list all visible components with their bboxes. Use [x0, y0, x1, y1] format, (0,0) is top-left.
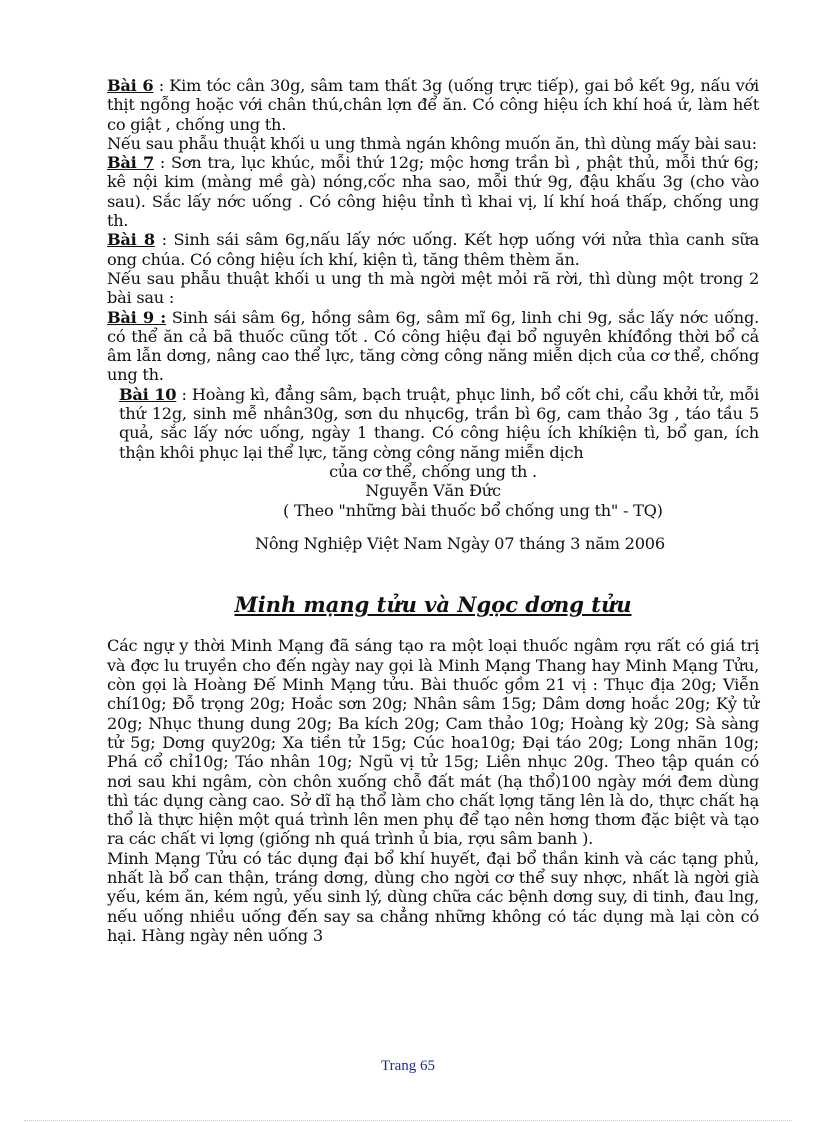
remedy-6 — [107, 76, 759, 134]
intro-paragraph: Nếu sau phẫu thuật khối u ung thmà ngán không muốn ăn, thì dùng mấy bài sau: — [107, 133, 757, 153]
page-number: Trang 65 — [380, 1058, 436, 1074]
remedy-label: Bài 8 — [107, 230, 155, 250]
remedy-10-last-line: của cơ thể, chống ung th . — [329, 461, 537, 481]
article-paragraph: Minh Mạng Tửu có tác dụng đại bổ khí huyết, đại bổ thần kinh và các tạng phủ, nhất là bổ can thận, tráng dơng, dùng cho ngời cơ thể suy nhợc, nhất là ngời già yếu, kém ăn, kém ngủ, yếu sinh lý, dùng chữa các bệnh dơng suy, di tinh, đau lng, nếu uống nhiều uống đến say sa chẳng những không có tác dụng mà lại còn có hại. Hàng ngày nên uống 3 — [107, 848, 759, 945]
author-signature: Nguyễn Văn Đức — [365, 481, 501, 501]
remedy-text: : Sơn tra, lục khúc, mỗi thứ 12g; mộc hơng trần bì , phật thủ, mỗi thứ 6g; kê nội kim (màng mề gà) nóng,cốc nha sao, mỗi thứ 9g, đậu khấu 3g (cho vào sau). Sắc lấy nớc uống . Có công hiệu tỉnh tì khai vị, lí khí hoá thấp, chống ung th. — [107, 153, 759, 231]
remedy-label: Bài 7 — [107, 153, 154, 173]
article-paragraph: Các ngự y thời Minh Mạng đã sáng tạo ra một loại thuốc ngâm rợu rất có giá trị và đợc lu truyền cho đến ngày nay gọi là Minh Mạng Thang hay Minh Mạng Tửu, còn gọi là Hoàng Đế Minh Mạng tửu. Bài thuốc gồm 21 vị : Thục địa 20g; Viễn chí10g; Đỗ trọng 20g; Hoắc sơn 20g; Nhân sâm 15g; Dâm dơng hoắc 20g; Kỷ tử 20g; Nhục thung dung 20g; Ba kích 20g; Cam thảo 10g; Hoàng kỳ 20g; Sà sàng tử 5g; Dơng quy20g; Xa tiền tử 15g; Cúc hoa10g; Đại táo 20g; Long nhãn 10g; Phá cổ chỉ10g; Táo nhân 10g; Ngũ vị tử 15g; Liên nhục 20g. Theo tập quán có nơi sau khi ngâm, còn chôn xuống chỗ đất mát (hạ thổ)100 ngày mới đem dùng thì tác dụng càng cao. Sở dĩ hạ thổ làm cho chất lợng tăng lên là do, thực chất hạ thổ là thực hiện một quá trình lên men phụ để tạo nên hơng thơm đặc biệt và tạo ra các chất vi lợng (giống nh quá trình ủ bia, rợu sâm banh ). — [107, 636, 759, 849]
remedy-label: Bài 10 — [119, 384, 177, 404]
remedy-text: : Sinh sái sâm 6g,nấu lấy nớc uống. Kết hợp uống với nửa thìa canh sữa ong chúa. Có công hiệu ích khí, kiện tì, tăng thêm thèm ăn. — [107, 230, 759, 269]
intro-paragraph: Nếu sau phẫu thuật khối u ung th mà ngời mệt mỏi rã rời, thì dùng một trong 2 bài sau : — [107, 268, 759, 308]
remedy-text: Sinh sái sâm 6g, hồng sâm 6g, sâm mĩ 6g, linh chi 9g, sắc lấy nớc uống. có thể ăn cả bã thuốc cũng tốt . Có công hiệu đại bổ nguyên khíđồng thời bổ cả âm lẫn dơng, nâng cao thể lực, tăng cờng công năng miễn dịch của cơ thể, chống ung th. — [107, 307, 759, 385]
page-bottom-divider — [24, 1120, 792, 1121]
remedy-9 — [107, 308, 759, 385]
remedy-10 — [107, 385, 759, 462]
remedy-text: : Kim tóc cân 30g, sâm tam thất 3g (uống trực tiếp), gai bồ kết 9g, nấu với thịt ngỗng hoặc với chân thú,chân lợn để ăn. Có công hiệu ích khí hoá ứ, làm hết co giật , chống ung th. — [107, 76, 759, 134]
remedy-text: : Hoàng kì, đẳng sâm, bạch truật, phục linh, bổ cốt chi, cẩu khởi tử, mỗi thứ 12g, sinh mễ nhân30g, sơn du nhục6g, trần bì 6g, cam thảo 3g , táo tầu 5 quả, sắc lấy nớc uống, ngày 1 thang. Có công hiệu ích khíkiện tì, bổ gan, ích thận khôi phục lại thể lực, tăng cờng công năng miễn dịch — [119, 384, 759, 462]
publication-line: Nông Nghiệp Việt Nam Ngày 07 tháng 3 năm 2006 — [255, 533, 665, 553]
remedy-label: Bài 6 — [107, 76, 154, 95]
page-content — [107, 76, 759, 945]
article-title: Minh mạng tửu và Ngọc dơng tửu — [234, 592, 632, 618]
remedy-8 — [107, 230, 759, 269]
source-citation: ( Theo "những bài thuốc bổ chống ung th" - TQ) — [283, 500, 663, 520]
remedy-7 — [107, 153, 759, 230]
remedy-label: Bài 9 : — [107, 307, 166, 327]
